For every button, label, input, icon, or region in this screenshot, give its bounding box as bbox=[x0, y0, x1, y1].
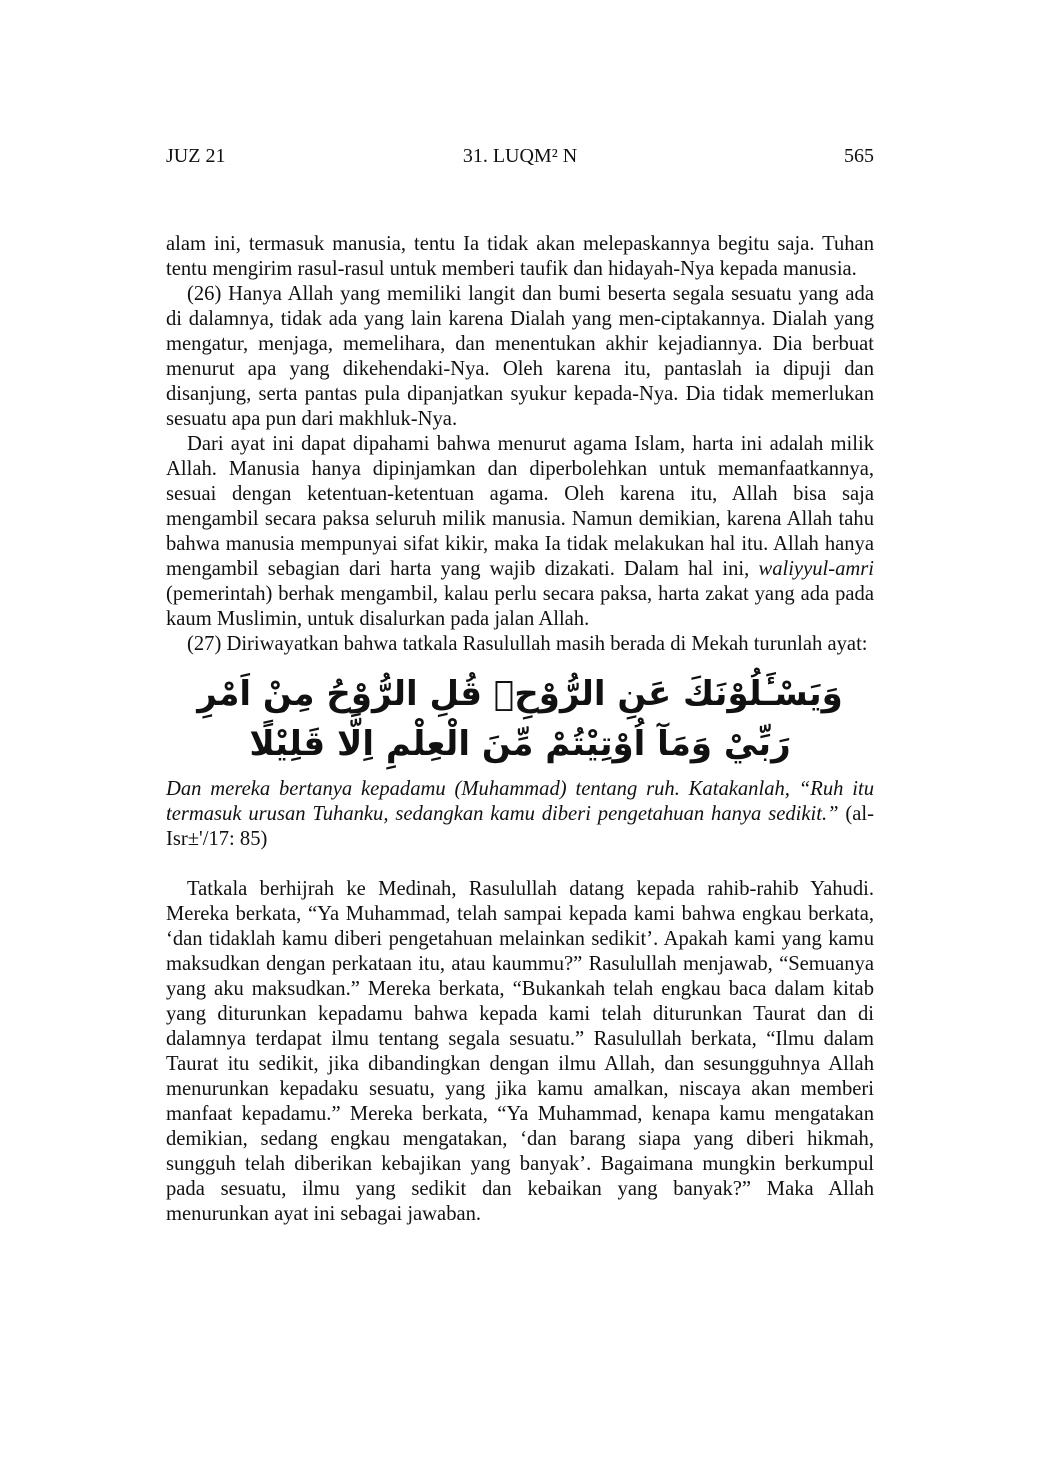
paragraph-text: Dari ayat ini dapat dipahami bahwa menurut agama Islam, harta ini adalah milik Allah. Manusia hanya dipinjamkan dan diperbolehkan untuk memanfaatkannya, sesuai dengan ketentuan-ketentuan agama. Oleh karena itu, Allah bisa saja mengambil secara paksa seluruh milik manusia. Namun demikian, karena Allah tahu bahwa manusia mempunyai sifat kikir, maka Ia tidak melakukan hal itu. Allah hanya mengambil sebagian dari harta yang wajib dizakati. Dalam hal ini, bbox=[166, 433, 874, 580]
page-header bbox=[166, 145, 874, 175]
arabic-verse: وَيَسْـَٔلُوْنَكَ عَنِ الرُّوْحِۗ قُلِ الرُّوْحُ مِنْ اَمْرِ رَبِّيْ وَمَآ اُوْتِيْتُمْ مِّنَ الْعِلْمِ اِلَّا قَلِيْلًا bbox=[197, 674, 843, 764]
paragraph-verse-27: (27) Diriwayatkan bahwa tatkala Rasulullah masih berada di Mekah turunlah ayat: bbox=[187, 633, 868, 655]
paragraph-verse-26: (26) Hanya Allah yang memiliki langit dan bumi beserta segala sesuatu yang ada di dalamnya, tidak ada yang lain karena Dialah yang men-ciptakannya. Dialah yang mengatur, menjaga, memelihara, dan menentukan akhir kejadiannya. Dia berbuat menurut apa yang dikehendaki-Nya. Oleh karena itu, pantaslah ia dipuji dan disanjung, serta pantas pula dipanjatkan syukur kepada-Nya. Dia tidak memerlukan sesuatu apa pun dari makhluk-Nya. bbox=[166, 283, 874, 430]
italic-term: waliyyul-amri bbox=[758, 558, 874, 580]
verse-reference: (al- Isr±'/17: 85) bbox=[166, 803, 874, 850]
spacer bbox=[166, 852, 874, 877]
surah-title: 31. LUQM² N bbox=[462, 145, 578, 167]
paragraph-continuation: alam ini, termasuk manusia, tentu Ia tidak akan melepaskannya begitu saja. Tuhan tentu mengirim rasul-rasul untuk memberi taufik dan hidayah-Nya kepada manusia. bbox=[166, 233, 874, 280]
paragraph-text: (pemerintah) berhak mengambil, kalau perlu secara paksa, harta zakat yang ada pada kaum Muslimin, untuk disalurkan pada jalan Allah. bbox=[166, 583, 874, 630]
juz-label: JUZ 21 bbox=[166, 145, 226, 167]
translation-text: Dan mereka bertanya kepadamu (Muhammad) tentang ruh. Katakanlah, “Ruh itu termasuk urusan Tuhanku, sedangkan kamu diberi pengetahuan hanya sedikit.” bbox=[166, 778, 874, 825]
page-number: 565 bbox=[844, 145, 874, 167]
paragraph-asbabun-nuzul: Tatkala berhijrah ke Medinah, Rasulullah datang kepada rahib-rahib Yahudi. Mereka berkata, “Ya Muhammad, telah sampai kepada kami bahwa engkau berkata, ‘dan tidaklah kamu diberi pengetahuan melainkan sedikit’. Apakah kami yang kamu maksudkan dengan perkataan itu, atau kaummu?” Rasulullah menjawab, “Semuanya yang aku maksudkan.” Mereka berkata, “Bukankah telah engkau baca dalam kitab yang diturunkan kepadamu bahwa kepada kami telah diturunkan Taurat dan di dalamnya terdapat ilmu tentang segala sesuatu.” Rasulullah berkata, “Ilmu dalam Taurat itu sedikit, jika dibandingkan dengan ilmu Allah, dan sesungguhnya Allah menurunkan kepadaku sesuatu, yang jika kamu amalkan, niscaya akan memberi manfaat kepadamu.” Mereka berkata, “Ya Muhammad, kenapa kamu mengatakan demikian, sedang engkau mengatakan, ‘dan barang siapa yang diberi hikmah, sungguh telah diberikan kebajikan yang banyak’. Bagaimana mungkin berkumpul pada sesuatu, ilmu yang sedikit dan kebaikan yang banyak?” Maka Allah menurunkan ayat ini sebagai jawaban. bbox=[166, 878, 874, 1225]
verse-translation bbox=[166, 777, 874, 852]
page-body bbox=[166, 232, 874, 1227]
paragraph-property-explanation bbox=[166, 432, 874, 632]
